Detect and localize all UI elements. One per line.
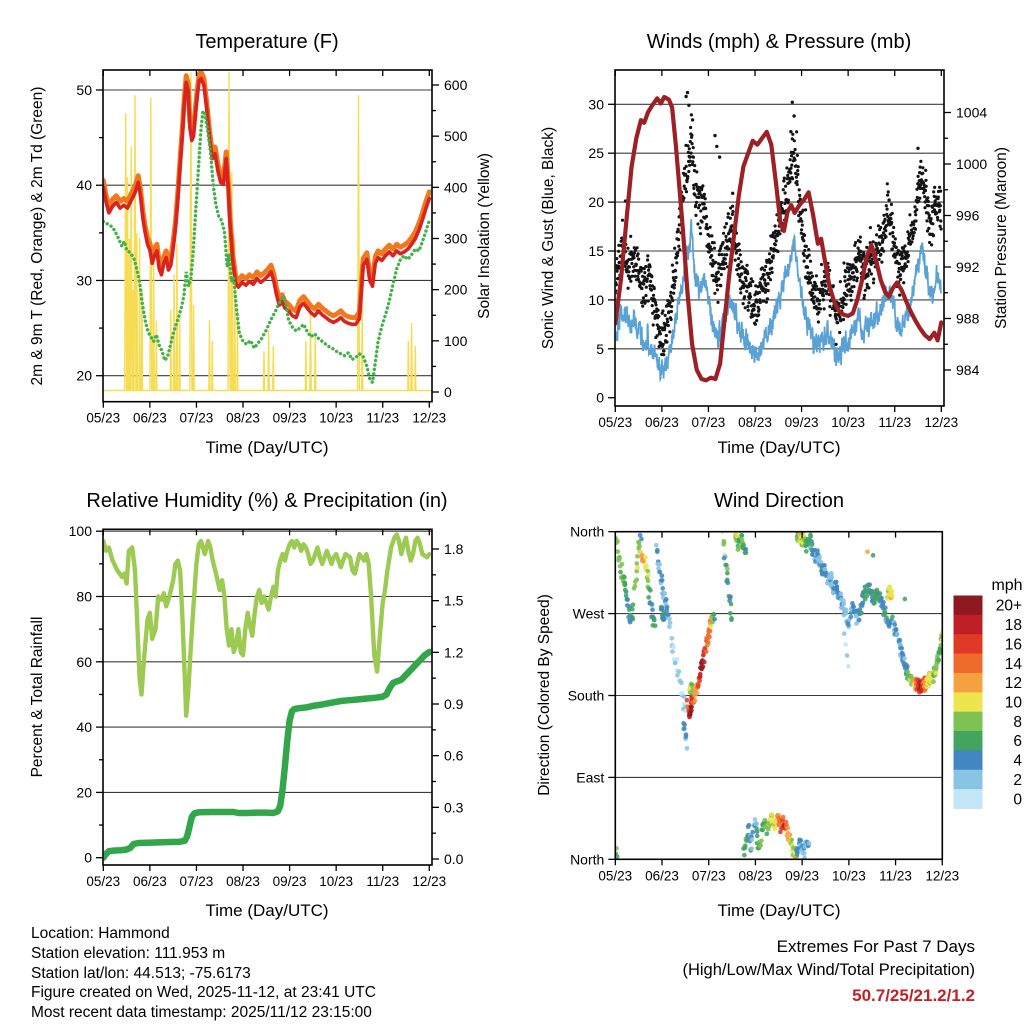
svg-text:100: 100 [68, 523, 92, 540]
svg-text:16: 16 [1004, 636, 1022, 654]
svg-text:0: 0 [84, 849, 92, 866]
svg-text:07/23: 07/23 [179, 874, 214, 889]
svg-text:6: 6 [1013, 733, 1022, 751]
svg-text:0.6: 0.6 [444, 747, 464, 764]
extremes-summary [682, 935, 975, 1006]
svg-text:06/23: 06/23 [645, 868, 679, 884]
rh-left-axis-label: Percent & Total Rainfall [29, 616, 46, 778]
svg-text:60: 60 [76, 653, 92, 670]
svg-text:992: 992 [956, 259, 980, 275]
svg-text:12/23: 12/23 [412, 874, 447, 889]
svg-text:988: 988 [956, 310, 980, 327]
svg-text:05/23: 05/23 [86, 410, 121, 426]
svg-text:25: 25 [588, 145, 604, 162]
svg-text:100: 100 [444, 332, 468, 349]
wind_direction-plot [568, 524, 1023, 884]
svg-text:07/23: 07/23 [179, 410, 214, 426]
svg-text:4: 4 [1013, 752, 1022, 770]
svg-text:07/23: 07/23 [691, 415, 726, 430]
svg-text:1.8: 1.8 [444, 541, 464, 557]
t2m-series [103, 79, 429, 325]
wind-direction-chart-title: Wind Direction [713, 490, 845, 512]
winds-pressure-chart-title: Winds (mph) & Pressure (mb) [646, 31, 912, 53]
svg-text:20: 20 [588, 194, 604, 211]
precip-series [103, 652, 429, 858]
svg-text:200: 200 [444, 281, 468, 298]
station-elevation: Station elevation: 111.953 m [31, 944, 226, 962]
temperature-plot [76, 70, 467, 426]
wind-left-axis-label: Sonic Wind & Gust (Blue, Black) [540, 126, 557, 350]
direction-left-axis-label: Direction (Colored By Speed) [536, 594, 553, 796]
svg-text:40: 40 [76, 177, 92, 194]
svg-text:8: 8 [1013, 713, 1022, 731]
rh-series [103, 535, 429, 716]
svg-text:18: 18 [1004, 617, 1022, 635]
svg-text:06/23: 06/23 [132, 410, 167, 426]
svg-text:80: 80 [76, 588, 92, 605]
winds_pressure-plot [588, 70, 987, 430]
temperature-series [103, 72, 432, 391]
svg-text:06/23: 06/23 [644, 415, 679, 430]
svg-text:300: 300 [444, 230, 468, 247]
svg-text:06/23: 06/23 [132, 874, 167, 889]
most-recent-data-timestamp: Most recent data timestamp: 2025/11/12 23:15:00 [31, 1004, 372, 1022]
svg-text:12: 12 [1004, 675, 1022, 693]
winds_pressure-series [614, 91, 943, 380]
svg-text:10/23: 10/23 [319, 874, 354, 889]
temperature-gridlines [103, 90, 432, 376]
svg-text:50: 50 [76, 82, 92, 98]
svg-text:09/23: 09/23 [272, 874, 307, 889]
rh_precip-series [103, 535, 429, 858]
svg-text:West: West [572, 605, 605, 622]
svg-text:20: 20 [76, 784, 92, 801]
svg-text:500: 500 [444, 128, 468, 145]
temperature-left-axis-label: 2m & 9m T (Red, Orange) & 2m Td (Green) [29, 86, 46, 386]
svg-text:30: 30 [588, 96, 604, 113]
svg-text:14: 14 [1004, 655, 1022, 673]
svg-text:0: 0 [596, 389, 604, 406]
svg-text:08/23: 08/23 [738, 868, 773, 884]
svg-text:0: 0 [444, 384, 452, 400]
extremes-values: 50.7/25/21.2/1.2 [852, 986, 975, 1005]
svg-text:40: 40 [76, 719, 92, 736]
svg-text:10: 10 [1004, 694, 1022, 712]
svg-text:South: South [567, 687, 605, 704]
rh-precip-chart-title: Relative Humidity (%) & Precipitation (in) [86, 490, 448, 512]
svg-text:996: 996 [956, 207, 980, 224]
svg-text:984: 984 [956, 362, 980, 378]
svg-text:08/23: 08/23 [226, 410, 260, 426]
pressure-series [615, 97, 941, 380]
station-info [31, 924, 376, 1023]
winds-xaxis-label: Time (Day/UTC) [717, 438, 841, 457]
svg-text:11/23: 11/23 [879, 868, 912, 884]
gust-series [614, 91, 943, 356]
svg-text:0: 0 [1013, 791, 1022, 809]
colorbar-title: mph [991, 577, 1023, 594]
direction-xaxis-label: Time (Day/UTC) [717, 901, 841, 920]
svg-text:10/23: 10/23 [831, 415, 866, 430]
solar-right-axis-label: Solar Insolation (Yellow) [476, 153, 493, 319]
winds_pressure-tick-labels [588, 96, 987, 430]
svg-text:05/23: 05/23 [598, 415, 633, 430]
solar-insolation-series [103, 72, 432, 390]
svg-text:400: 400 [444, 179, 468, 196]
svg-text:600: 600 [444, 77, 468, 93]
speed-colorbar [954, 596, 1023, 809]
svg-text:North: North [570, 523, 605, 540]
svg-text:10: 10 [588, 291, 604, 308]
svg-text:10/23: 10/23 [319, 410, 354, 426]
temperature-xaxis-label: Time (Day/UTC) [205, 438, 329, 457]
svg-text:11/23: 11/23 [878, 415, 912, 430]
rh_precip-plot [69, 523, 464, 889]
svg-text:05/23: 05/23 [598, 868, 633, 884]
pressure-right-axis-label: Station Pressure (Maroon) [993, 147, 1010, 329]
figure-created-timestamp: Figure created on Wed, 2025-11-12, at 23:41 UTC [31, 984, 376, 1002]
svg-text:20: 20 [76, 367, 92, 384]
svg-text:5: 5 [596, 340, 604, 357]
svg-text:09/23: 09/23 [785, 868, 820, 884]
svg-text:0.0: 0.0 [444, 851, 464, 867]
svg-text:1.2: 1.2 [444, 644, 464, 661]
svg-text:30: 30 [76, 272, 92, 289]
svg-text:09/23: 09/23 [784, 415, 819, 430]
svg-text:12/23: 12/23 [924, 415, 959, 430]
svg-text:15: 15 [588, 243, 604, 259]
svg-text:1.5: 1.5 [444, 592, 464, 609]
svg-text:0.3: 0.3 [444, 799, 464, 816]
station-latlon: Station lat/lon: 44.513; -75.6173 [31, 964, 251, 982]
svg-text:08/23: 08/23 [738, 415, 772, 430]
svg-text:10/23: 10/23 [831, 868, 866, 884]
svg-text:05/23: 05/23 [86, 874, 121, 889]
temperature-frame [103, 70, 432, 402]
svg-text:08/23: 08/23 [226, 874, 260, 889]
station-location: Location: Hammond [31, 925, 170, 942]
rh-xaxis-label: Time (Day/UTC) [205, 901, 329, 920]
svg-text:East: East [576, 769, 605, 786]
svg-text:12/23: 12/23 [412, 410, 447, 426]
svg-text:0.9: 0.9 [444, 696, 464, 712]
svg-text:11/23: 11/23 [366, 874, 400, 889]
extremes-subtitle: (High/Low/Max Wind/Total Precipitation) [682, 961, 975, 979]
svg-text:20+: 20+ [995, 597, 1022, 615]
rh_precip-gridlines [103, 531, 432, 792]
svg-text:1000: 1000 [956, 156, 988, 172]
svg-text:07/23: 07/23 [691, 868, 726, 884]
svg-text:09/23: 09/23 [272, 410, 307, 426]
svg-text:12/23: 12/23 [925, 868, 960, 884]
extremes-title: Extremes For Past 7 Days [776, 937, 975, 956]
svg-text:2: 2 [1013, 771, 1022, 789]
svg-text:1004: 1004 [956, 104, 988, 121]
temperature-chart-title: Temperature (F) [195, 31, 339, 53]
svg-text:North: North [570, 851, 605, 868]
svg-text:11/23: 11/23 [366, 410, 400, 426]
